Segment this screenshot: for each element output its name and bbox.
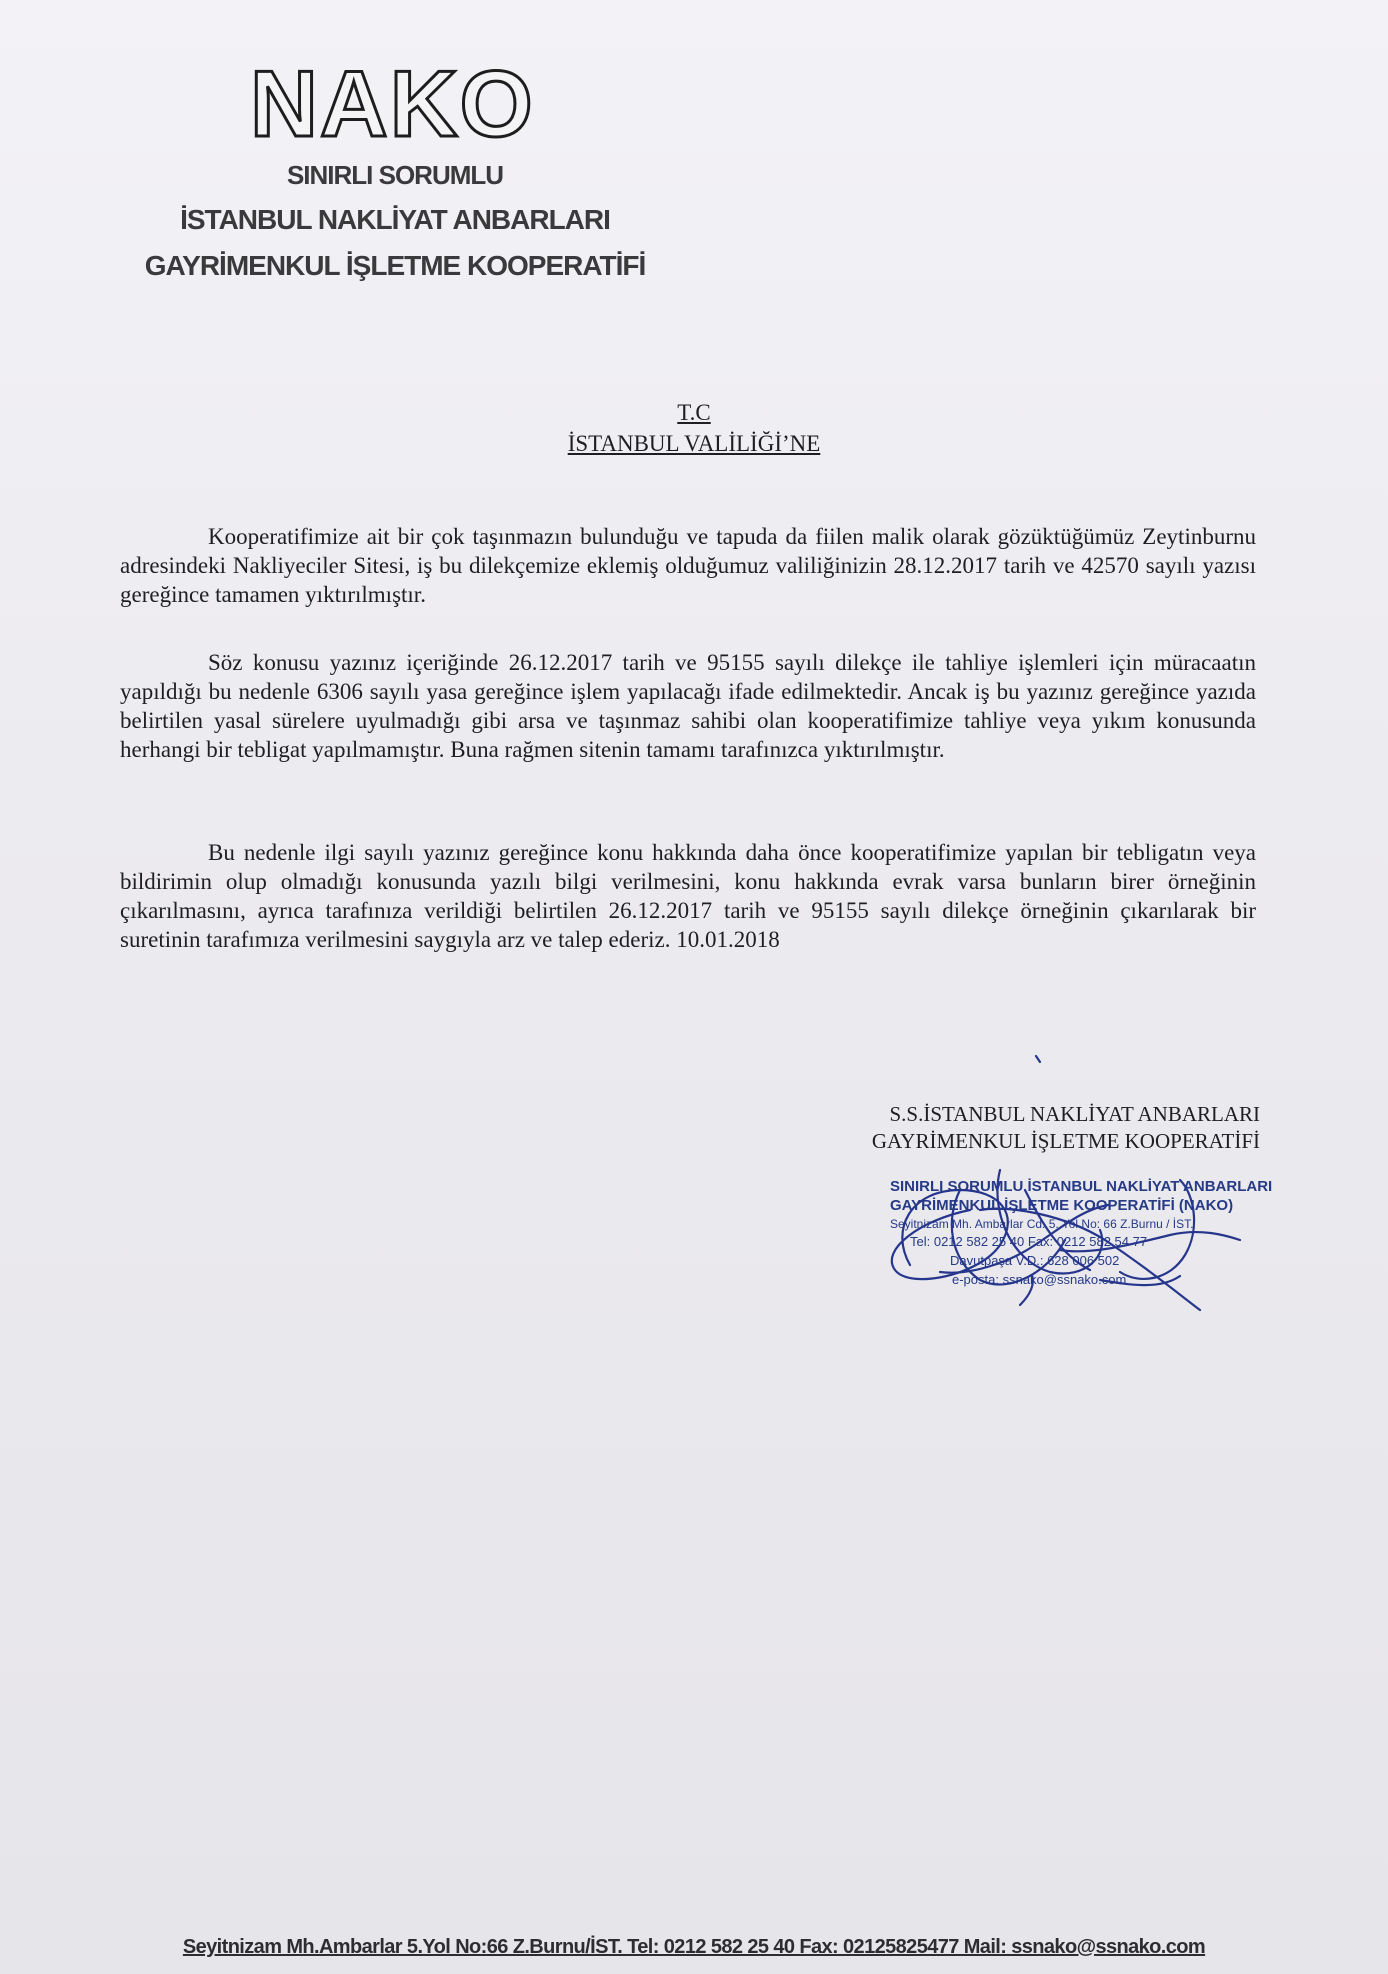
- recipient-line-2: İSTANBUL VALİLİĞİ’NE: [567, 431, 821, 456]
- stamp-line-1: SINIRLI SORUMLU İSTANBUL NAKLİYAT ANBARLARI: [890, 1178, 1273, 1195]
- stamp-line-2: GAYRİMENKUL İŞLETME KOOPERATİFİ (NAKO): [890, 1197, 1234, 1214]
- stamp-line-4: Tel: 0212 582 25 40 Fax: 0212 582 54 77: [910, 1234, 1148, 1249]
- footer-address: Seyitnizam Mh.Ambarlar 5.Yol No:66 Z.Burnu/İST. Tel: 0212 582 25 40 Fax: 02125825477 Mail: ssnako@ssnako.com: [182, 1936, 1206, 1958]
- letterhead-line-2: İSTANBUL NAKLİYAT ANBARLARI: [180, 204, 610, 235]
- stamp-line-6: e-posta: ssnako@ssnako.com: [952, 1272, 1127, 1287]
- recipient-line-1: T.C: [677, 400, 711, 425]
- body-paragraph-2: Söz konusu yazınız içeriğinde 26.12.2017 tarih ve 95155 sayılı dilekçe ile tahliye işlemleri için müracaatın yapıldığı bu nedenle 6306 sayılı yasa gereğince işlem yapılacağı ifade edilmektedir. Ancak iş bu yazınız gereğince yazıda belirtilen yasal sürelere uyulmadığı gibi arsa ve taşınmaz sahibi olan kooperatifimize tahliye veya yıkım konusunda herhangi bir tebligat yapılmamıştır. Buna rağmen sitenin tamamı tarafınızca yıktırılmıştır.: [120, 650, 1256, 762]
- stamp-line-5: Davutpaşa V.D.: 628 006 502: [950, 1253, 1120, 1268]
- logo-text: NAKO: [250, 51, 535, 145]
- nako-logo: [250, 50, 550, 145]
- stamp-line-3: Seyitnizam Mh. Ambarlar Cd. 5. Yol No: 66 Z.Burnu / İST.: [890, 1217, 1194, 1231]
- signatory-line-2: GAYRİMENKUL İŞLETME KOOPERATİFİ: [871, 1129, 1260, 1153]
- letterhead-line-1: SINIRLI SORUMLU: [286, 160, 504, 190]
- letterhead-line-3: GAYRİMENKUL İŞLETME KOOPERATİFİ: [144, 250, 646, 281]
- handwritten-signature: [850, 1040, 1280, 1370]
- signatory-line-1: S.S.İSTANBUL NAKLİYAT ANBARLARI: [889, 1102, 1260, 1126]
- body-paragraph-1: Kooperatifimize ait bir çok taşınmazın bulunduğu ve tapuda da fiilen malik olarak gözüktüğümüz Zeytinburnu adresindeki Nakliyeciler Sitesi, iş bu dilekçemize eklemiş olduğumuz valiliğinizin 28.12.2017 tarih ve 42570 sayılı yazısı gereğince tamamen yıktırılmıştır.: [120, 524, 1256, 607]
- body-paragraph-3: Bu nedenle ilgi sayılı yazınız gereğince konu hakkında daha önce kooperatifimize yapılan bir tebligatın veya bildirimin olup olmadığı konusunda yazılı bilgi verilmesini, konu hakkında evrak varsa bunların birer örneğinin çıkarılmasını, ayrıca tarafınıza verildiği belirtilen 26.12.2017 tarih ve 95155 sayılı dilekçe örneğinin çıkarılarak bir suretinin tarafımıza verilmesini saygıyla arz ve talep ederiz. 10.01.2018: [120, 840, 1256, 952]
